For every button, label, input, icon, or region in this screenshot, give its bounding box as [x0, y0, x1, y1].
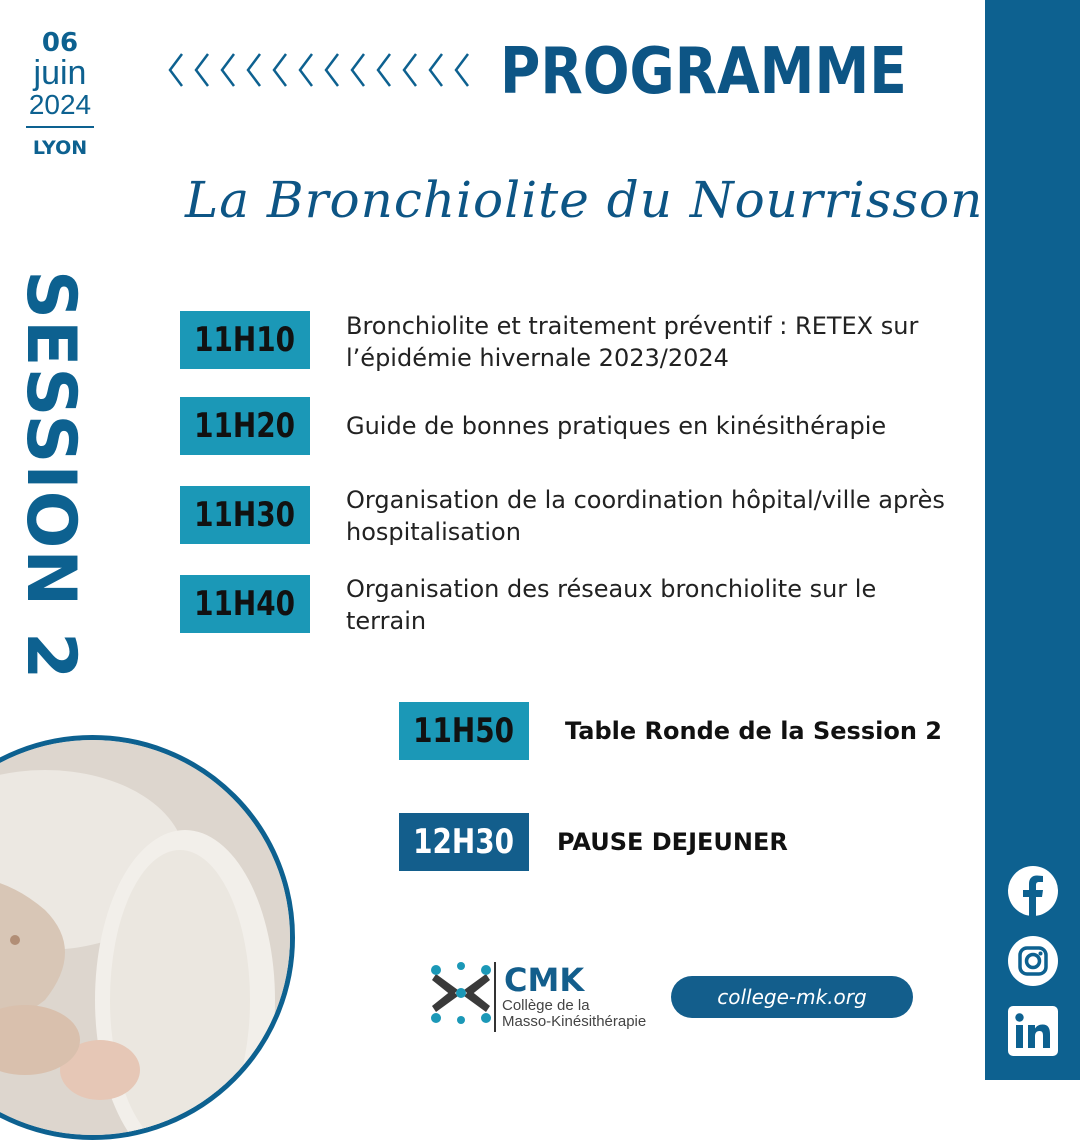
date-month: juin [33, 54, 87, 92]
time-label: 11H30 [194, 495, 296, 535]
date-city: LYON [32, 137, 88, 159]
date-divider [26, 126, 94, 128]
roundtable-text: Table Ronde de la Session 2 [565, 717, 942, 745]
logo-divider [494, 962, 496, 1032]
schedule-item-text: Organisation de la coordination hôpital/ville après hospitalisation [346, 486, 945, 546]
page-subtitle: La Bronchiolite du Nourrisson [185, 171, 984, 229]
session-label: SESSION 2 [11, 270, 90, 681]
lunch-time-badge [399, 813, 529, 871]
chevrons-left-icon [168, 50, 480, 90]
roundtable-time-badge [399, 702, 529, 760]
time-label: 11H10 [194, 320, 296, 360]
website-link[interactable]: college-mk.org [671, 976, 913, 1018]
time-badge [180, 311, 310, 369]
date-year: 2024 [28, 89, 92, 120]
logo-subtitle [502, 998, 646, 1030]
logo-subtitle-line1: Collège de la [502, 997, 590, 1014]
instagram-icon[interactable] [1008, 936, 1058, 986]
time-badge [180, 397, 310, 455]
facebook-icon[interactable] [1008, 866, 1058, 916]
right-side-bar [985, 0, 1080, 1080]
schedule-item-text: Organisation des réseaux bronchiolite sur le terrain [346, 575, 877, 635]
cmk-logo-icon [428, 960, 494, 1026]
time-label: 11H40 [194, 584, 296, 624]
schedule-item-text: Guide de bonnes pratiques en kinésithérapie [346, 412, 887, 440]
date-day: 06 [41, 28, 79, 58]
schedule-item-text: Bronchiolite et traitement préventif : RETEX sur l’épidémie hivernale 2023/2024 [346, 312, 919, 372]
linkedin-icon[interactable] [1008, 1006, 1058, 1056]
baby-photo [0, 735, 295, 1140]
logo-name: CMK [504, 961, 585, 999]
time-label: 11H20 [194, 406, 296, 446]
date-block [22, 28, 98, 160]
time-label: 12H30 [413, 822, 515, 862]
time-label: 11H50 [413, 711, 515, 751]
lunch-text: PAUSE DEJEUNER [557, 828, 788, 856]
time-badge [180, 575, 310, 633]
page-title: PROGRAMME [500, 35, 907, 109]
logo-subtitle-line2: Masso-Kinésithérapie [502, 1013, 647, 1030]
time-badge [180, 486, 310, 544]
